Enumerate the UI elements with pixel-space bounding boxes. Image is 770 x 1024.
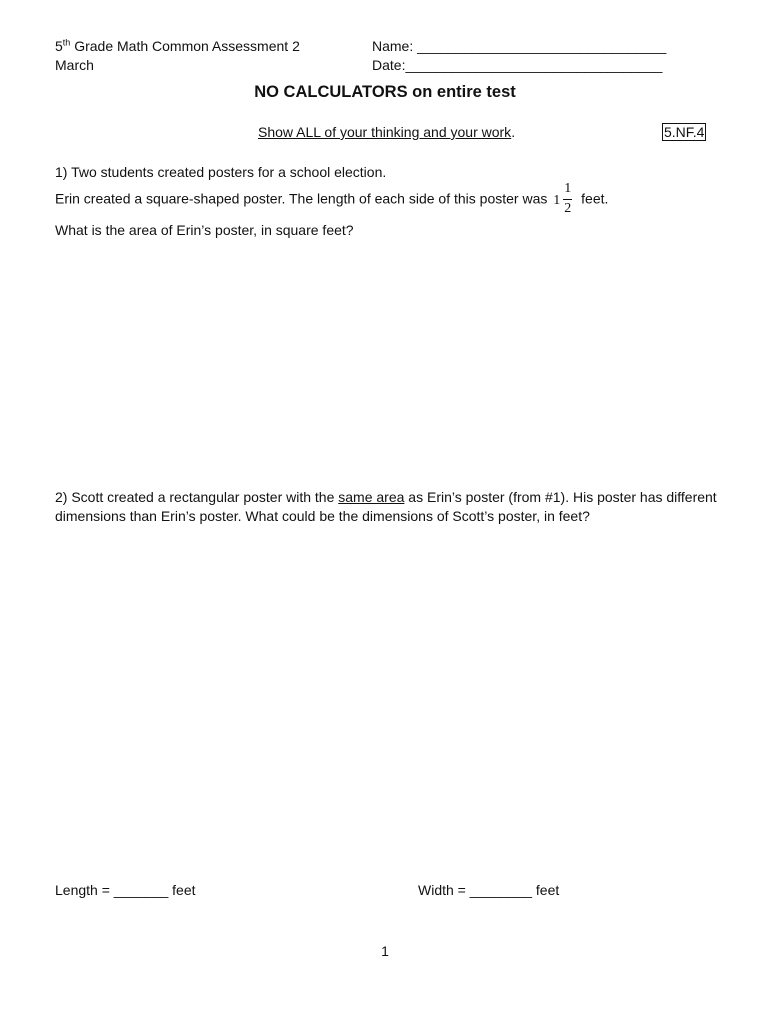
assessment-name: Grade Math Common Assessment 2	[70, 38, 300, 54]
assessment-title	[55, 37, 300, 55]
q2-after: as Erin’s poster (from #1). His poster has different dimensions than Erin’s poster. What could be the dimensions of Scott’s poster, in feet?	[55, 489, 717, 524]
instruction-period: .	[511, 124, 516, 140]
length-answer: Length = _______ feet	[55, 882, 196, 898]
q2-text	[55, 488, 725, 526]
standard-code: 5.NF.4	[664, 124, 705, 140]
month-label: March	[55, 57, 94, 73]
fraction-numerator: 1	[564, 181, 572, 196]
q1-statement	[55, 181, 609, 216]
page-title: NO CALCULATORS on entire test	[254, 83, 516, 101]
q2-before: 2) Scott created a rectangular poster with the	[55, 489, 339, 505]
q1-question: What is the area of Erin’s poster, in square feet?	[55, 222, 354, 238]
mixed-fraction	[553, 181, 575, 216]
width-answer: Width = ________ feet	[418, 882, 560, 898]
q1-intro: 1) Two students created posters for a school election.	[55, 164, 387, 180]
date-field: Date:_________________________________	[372, 57, 663, 73]
q1-statement-after: feet.	[577, 190, 609, 207]
page-number: 1	[381, 943, 389, 959]
grade-number: 5	[55, 38, 63, 54]
instruction-text: Show ALL of your thinking and your work	[258, 124, 512, 140]
name-field: Name: ________________________________	[372, 38, 667, 54]
grade-suffix: th	[62, 37, 71, 48]
fraction-denominator: 2	[564, 201, 572, 216]
q1-statement-before: Erin created a square-shaped poster. The length of each side of this poster was	[55, 190, 552, 207]
instruction	[258, 123, 515, 141]
q2-underlined: same area	[338, 489, 405, 505]
standard-badge	[662, 123, 706, 141]
fraction-whole: 1	[553, 193, 561, 208]
